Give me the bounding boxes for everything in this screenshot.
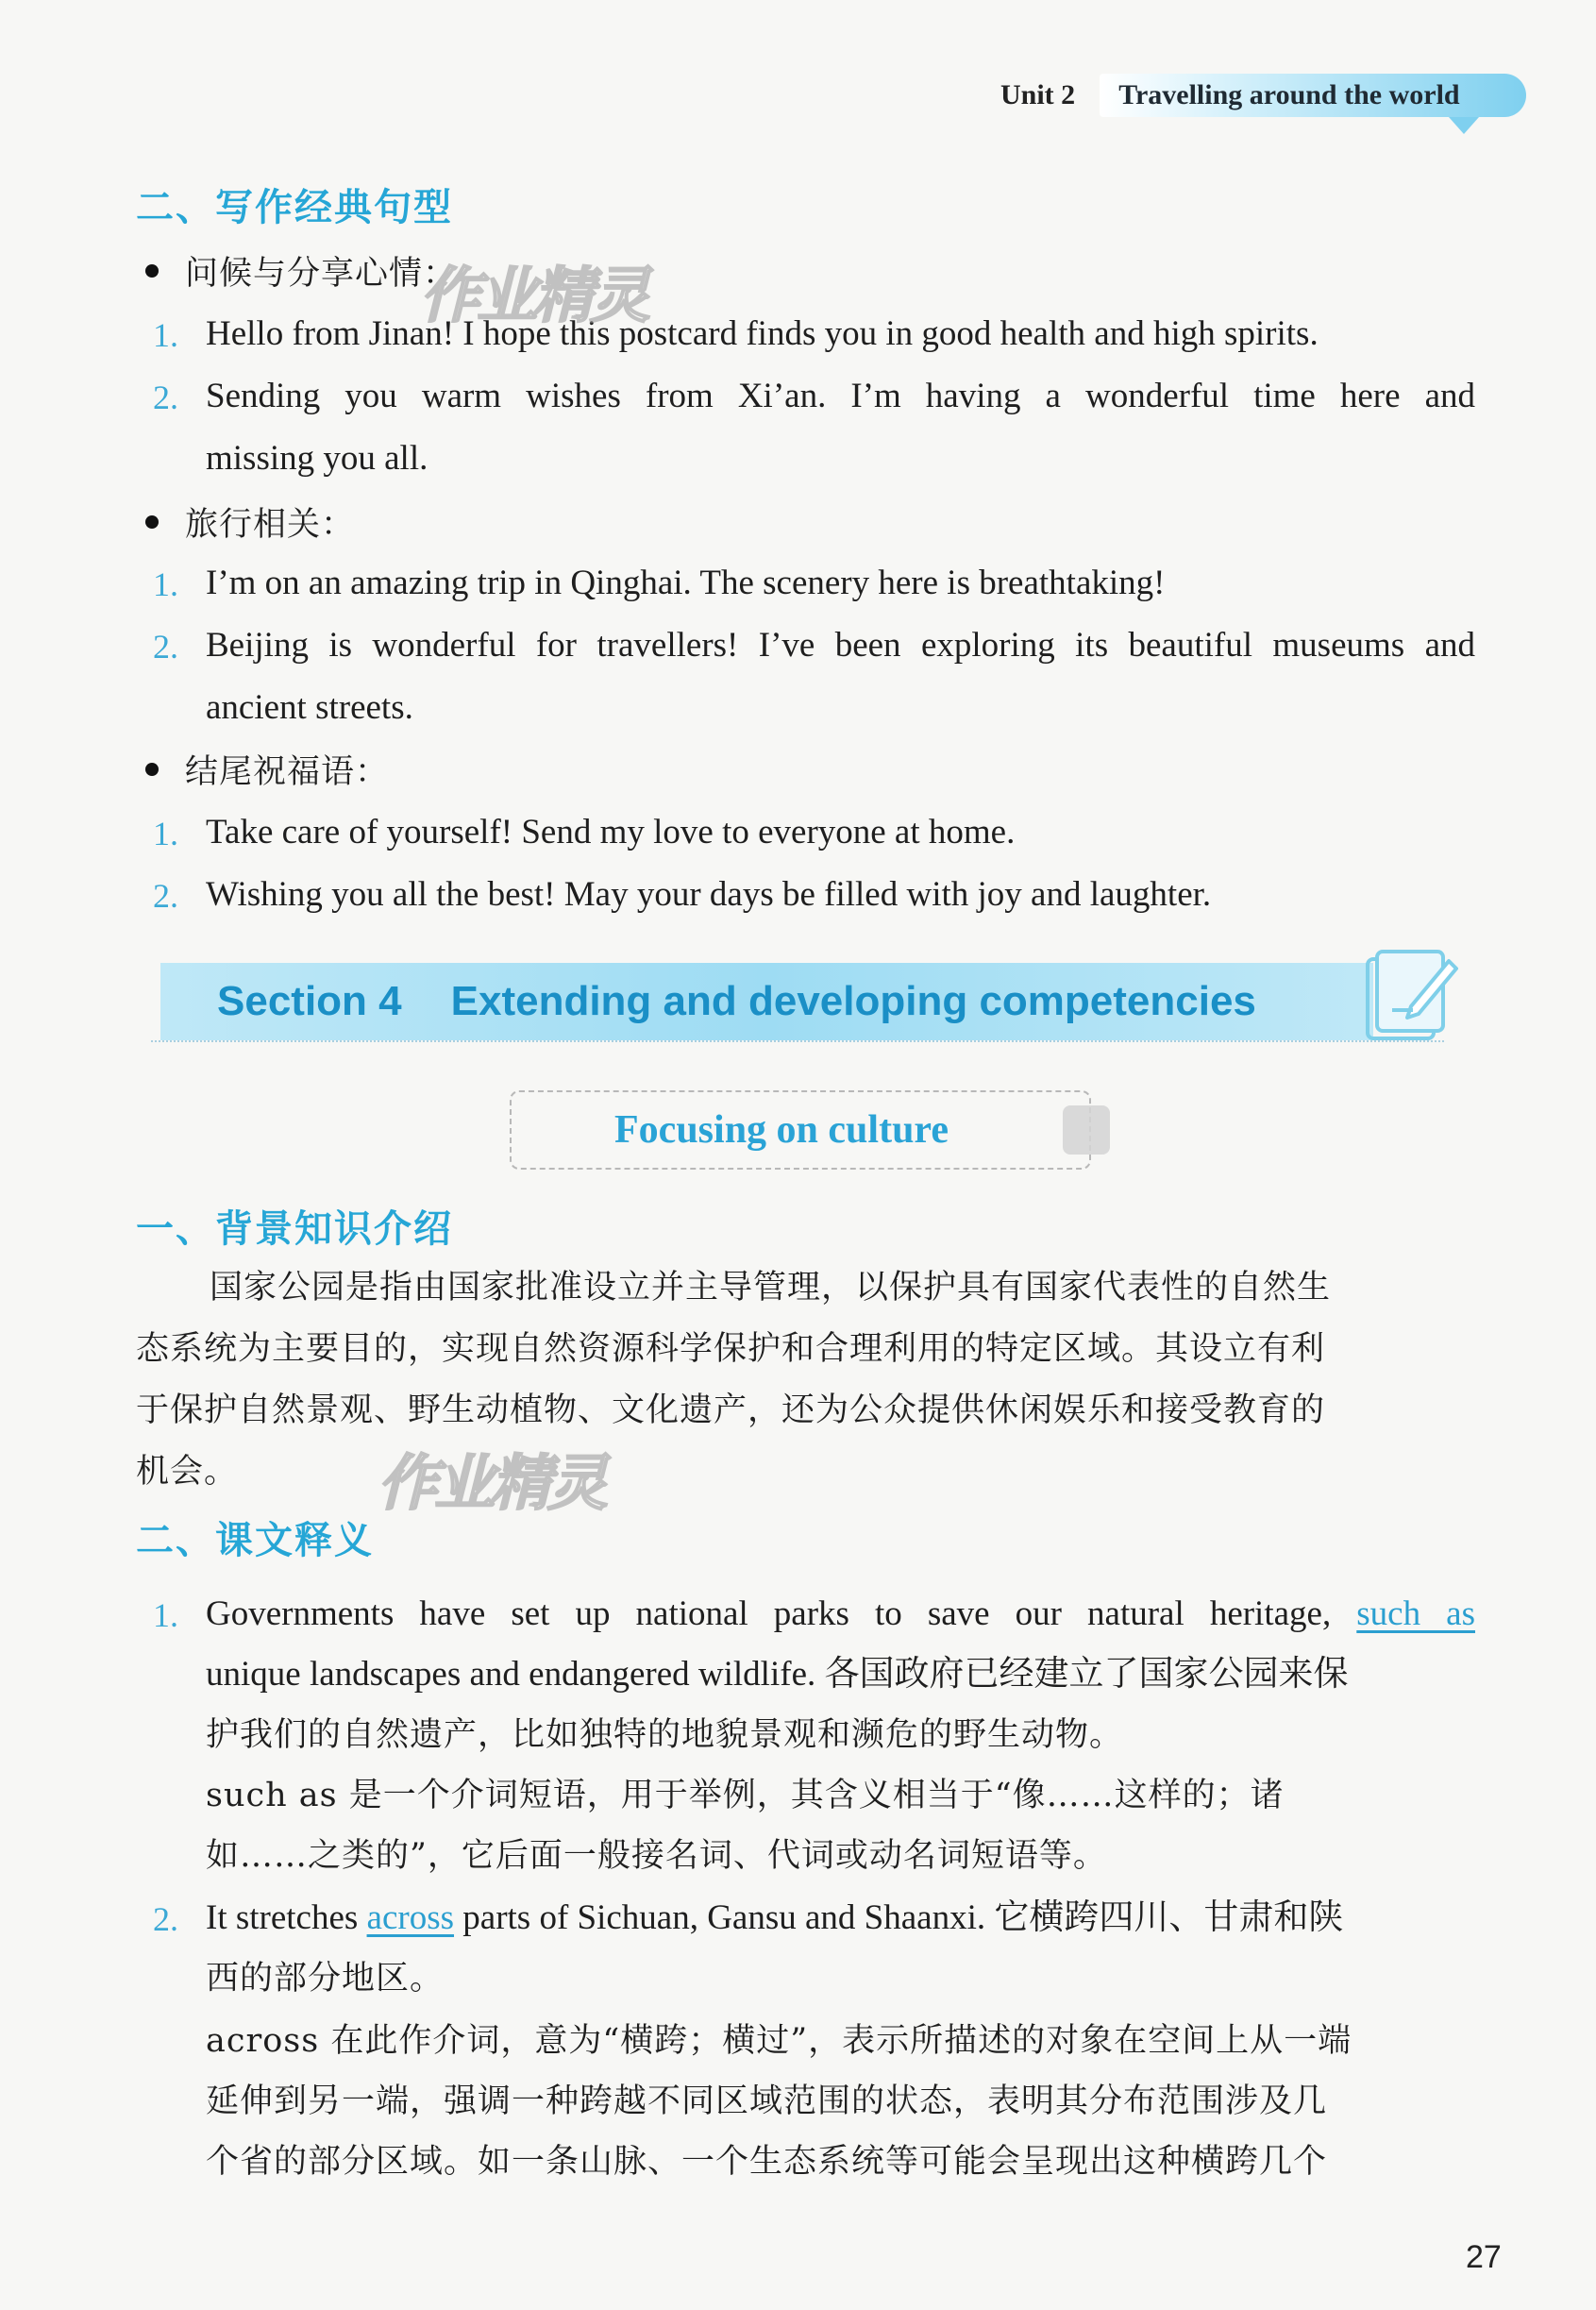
watermark: 作业精灵 [420,261,647,331]
group-label-greeting: 问候与分享心情： [145,247,457,295]
note-line: across 在此作介词，意为“横跨；横过”，表示所描述的对象在空间上从一端 [206,2022,1352,2060]
explanation-line: Governments have set up national parks to save our natural heritage, such as [206,1594,1475,1633]
sentence-line: I’m on an amazing trip in Qinghai. The scenery here is breathtaking! [206,564,1166,602]
item-number: 2. [153,1900,178,1938]
notebook-pencil-icon [1354,944,1468,1050]
item-number: 1. [153,565,178,603]
background-line: 国家公园是指由国家批准设立并主导管理，以保护具有国家代表性的自然生 [210,1269,1332,1307]
background-line: 于保护自然景观、野生动植物、文化遗产，还为公众提供休闲娱乐和接受教育的 [136,1391,1326,1429]
page-number: 27 [1466,2239,1502,2275]
background-heading: 一、背景知识介绍 [136,1206,453,1251]
explanation-line: 护我们的自然遗产，比如独特的地貌景观和濒危的野生动物。 [206,1716,1124,1754]
tab-notch-icon [1449,117,1479,134]
sentence-line: Hello from Jinan! I hope this postcard finds you in good health and high spirits. [206,314,1319,353]
page-header [1000,70,1526,121]
note-line: 延伸到另一端，强调一种跨越不同区域范围的状态，表明其分布范围涉及几 [206,2082,1328,2120]
bullet-icon [145,763,159,776]
background-line: 态系统为主要目的，实现自然资源科学保护和合理利用的特定区域。其设立有利 [136,1330,1326,1368]
sentence-line: missing you all. [206,439,428,478]
item-number: 1. [153,815,178,852]
note-line: such as 是一个介词短语，用于举例，其含义相当于“像……这样的；诸 [206,1777,1285,1814]
note-line: 个省的部分区域。如一条山脉、一个生态系统等可能会呈现出这种横跨几个 [206,2143,1328,2181]
explanation-heading: 二、课文释义 [136,1518,374,1562]
tag-icon [1063,1105,1110,1155]
explanation-line: 西的部分地区。 [206,1960,445,1998]
item-number: 2. [153,877,178,915]
explanation-line: unique landscapes and endangered wildlife. 各国政府已经建立了国家公园来保 [206,1655,1349,1694]
group-label-travel: 旅行相关： [145,498,355,546]
focus-culture-title: Focusing on culture [614,1108,949,1152]
unit-title: Travelling around the world [1118,79,1460,110]
background-line: 机会。 [136,1453,239,1491]
group-label-closing: 结尾祝福语： [145,746,389,793]
sentence-line: Take care of yourself! Send my love to everyone at home. [206,813,1016,851]
highlight-across: across [366,1898,455,1937]
highlight-such-as: such as [1356,1594,1475,1633]
item-number: 1. [153,316,178,354]
item-number: 2. [153,628,178,666]
explanation-line: It stretches across parts of Sichuan, Gansu and Shaanxi. 它横跨四川、甘肃和陕 [206,1898,1344,1937]
writing-heading: 二、写作经典句型 [136,185,453,229]
sentence-line: Sending you warm wishes from Xi’an. I’m having a wonderful time here and [206,377,1475,415]
banner-divider [151,1040,1444,1042]
watermark: 作业精灵 [378,1449,604,1519]
bullet-icon [145,515,159,529]
sentence-line: Wishing you all the best! May your days be filled with joy and laughter. [206,875,1212,914]
section-number: Section 4 [217,978,402,1024]
item-number: 1. [153,1596,178,1634]
unit-title-tab [1100,74,1525,117]
unit-label: Unit 2 [1000,79,1076,110]
note-line: 如……之类的”，它后面一般接名词、代词或动名词短语等。 [206,1837,1107,1875]
item-number: 2. [153,379,178,416]
sentence-line: ancient streets. [206,688,413,727]
focus-culture-box [510,1090,1091,1170]
sentence-line: Beijing is wonderful for travellers! I’ve been exploring its beautiful museums and [206,626,1475,665]
section-title: Extending and developing competencies [450,978,1256,1024]
bullet-icon [145,264,159,278]
section-banner [160,963,1373,1040]
